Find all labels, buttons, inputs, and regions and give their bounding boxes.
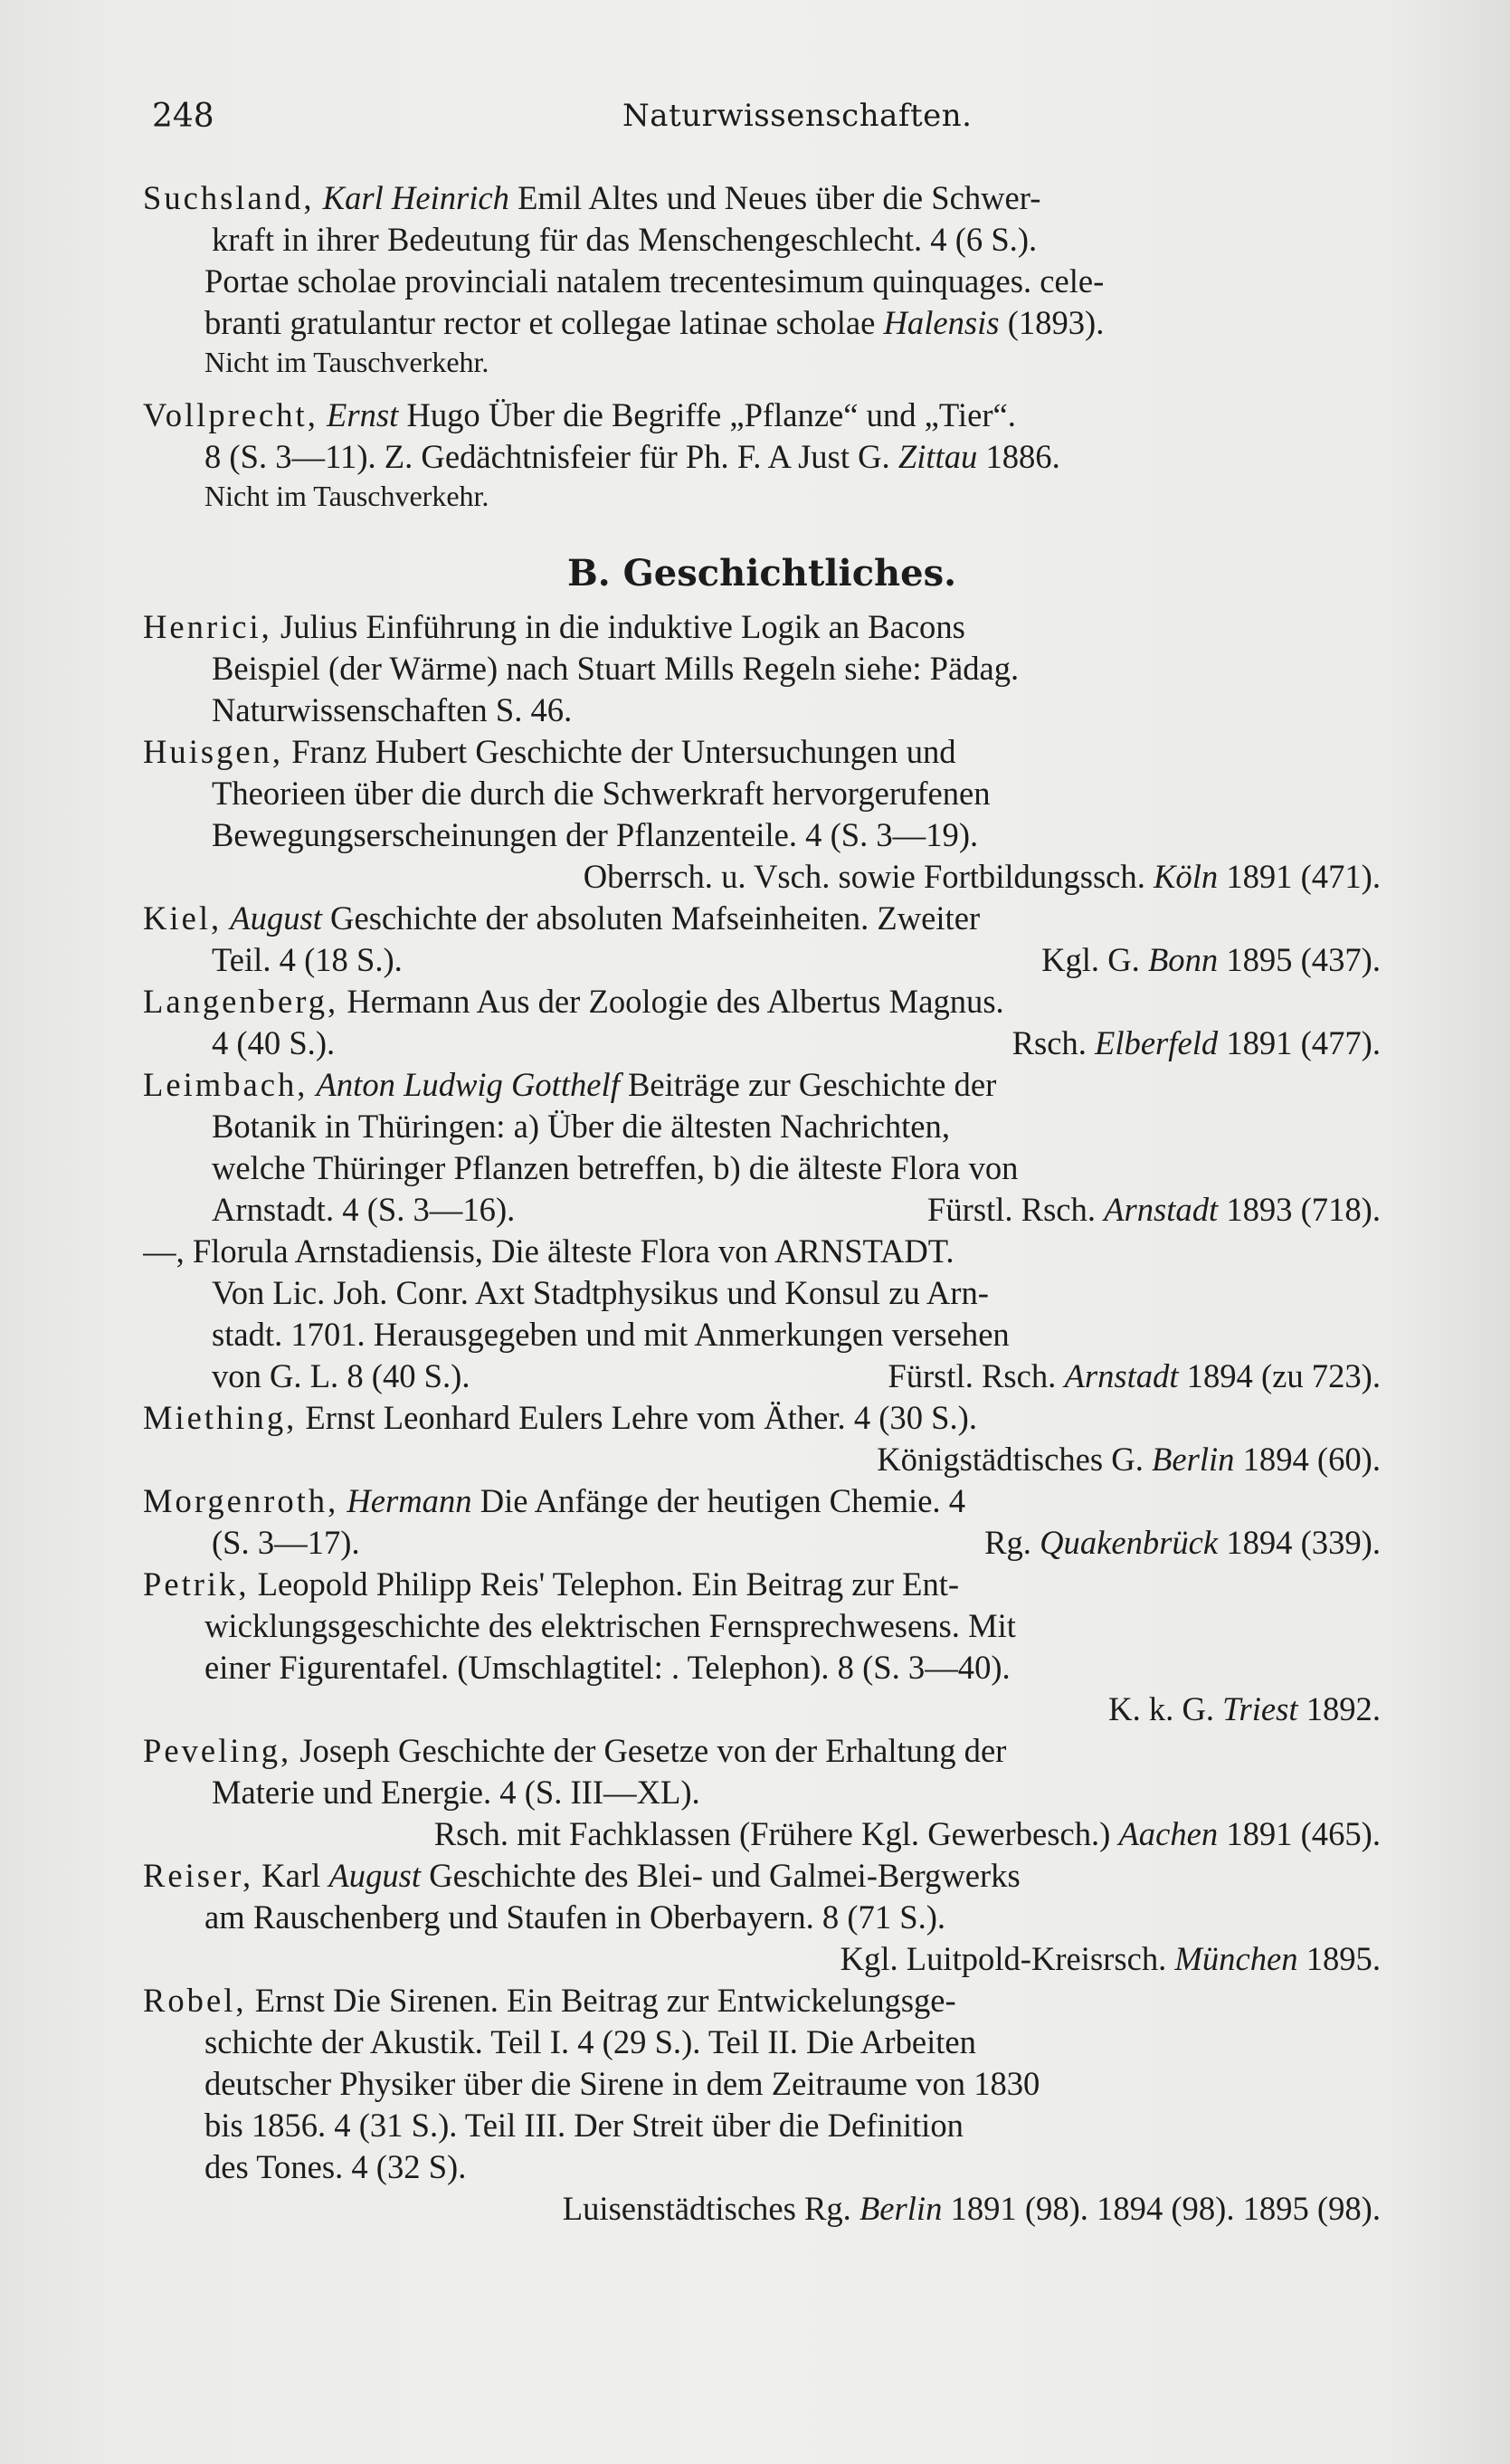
place-name: Berlin bbox=[1152, 1441, 1235, 1478]
year: (1893). bbox=[1007, 304, 1105, 341]
school-line bbox=[143, 1689, 1381, 1730]
author-given-italic: Karl Heinrich bbox=[322, 179, 509, 216]
entry-line: einer Figurentafel. (Umschlagtitel: . Telephon). 8 (S. 3—40). bbox=[204, 1649, 1011, 1686]
entry-vollprecht bbox=[143, 395, 1381, 514]
title-text: Ernst Leonhard Eulers Lehre vom Äther. 4 (30 S.). bbox=[305, 1399, 977, 1436]
school: K. k. G. bbox=[1108, 1690, 1215, 1727]
ditto-dash: —, bbox=[143, 1232, 185, 1270]
place-name: Zittau bbox=[897, 438, 978, 475]
entry-line: (S. 3—17). bbox=[212, 1524, 360, 1561]
year: 1886. bbox=[985, 438, 1060, 475]
entry-line: von G. L. 8 (40 S.). bbox=[212, 1357, 470, 1394]
author-name: Huisgen, bbox=[143, 733, 284, 770]
author-given-italic: Hermann bbox=[347, 1482, 472, 1519]
title-text: Geschichte der absoluten Mafseinheiten. Zweiter bbox=[330, 899, 981, 937]
entry-line: deutscher Physiker über die Sirene in dem Zeitraume von 1830 bbox=[204, 2065, 1040, 2102]
school: Rsch. bbox=[1011, 1024, 1087, 1061]
place-name: Köln bbox=[1154, 858, 1219, 895]
year: 1893 (718). bbox=[1226, 1191, 1381, 1228]
title-text: Franz Hubert Geschichte der Untersuchungen und bbox=[291, 733, 956, 770]
entry-line: Theorieen über die durch die Schwerkraft hervorgerufenen bbox=[212, 775, 991, 812]
year: 1892. bbox=[1306, 1690, 1381, 1727]
entry-huisgen bbox=[143, 731, 1381, 898]
entry-line: 4 (40 S.). bbox=[212, 1024, 336, 1061]
year: 1891 (471). bbox=[1226, 858, 1381, 895]
entry-line: schichte der Akustik. Teil I. 4 (29 S.). Teil II. Die Arbeiten bbox=[204, 2023, 976, 2060]
title-text: Florula Arnstadiensis, Die älteste Flora von ARNSTADT. bbox=[192, 1232, 954, 1270]
title-text: Julius Einführung in die induktive Logik an Bacons bbox=[280, 608, 965, 645]
section-heading: B. Geschichtliches. bbox=[566, 552, 957, 595]
school-line bbox=[143, 856, 1381, 898]
entry-suchsland bbox=[143, 177, 1381, 380]
year: 1891 (477). bbox=[1226, 1024, 1381, 1061]
author-given-italic: August bbox=[328, 1857, 422, 1894]
year: 1894 (zu 723). bbox=[1186, 1357, 1381, 1394]
school-line bbox=[143, 2188, 1381, 2230]
year: 1895. bbox=[1306, 1940, 1381, 1977]
school-line bbox=[143, 1813, 1381, 1855]
place-name: Halensis bbox=[883, 304, 1000, 341]
place-name: Quakenbrück bbox=[1040, 1524, 1219, 1561]
school: Fürstl. Rsch. bbox=[888, 1357, 1057, 1394]
year: 1894 (60). bbox=[1242, 1441, 1381, 1478]
entry-line: Arnstadt. 4 (S. 3—16). bbox=[212, 1191, 516, 1228]
title-text: Geschichte des Blei- und Galmei-Bergwerks bbox=[429, 1857, 1021, 1894]
school: Rg. bbox=[984, 1524, 1031, 1561]
author-name: Leimbach, bbox=[143, 1066, 309, 1103]
entry-line: Naturwissenschaften S. 46. bbox=[212, 691, 573, 728]
title-text: Joseph Geschichte der Gesetze von der Erhaltung der bbox=[299, 1732, 1007, 1769]
place-name: Arnstadt bbox=[1104, 1191, 1219, 1228]
entry-line: am Rauschenberg und Staufen in Oberbayern. 8 (71 S.). bbox=[204, 1898, 946, 1936]
entry-line: Von Lic. Joh. Conr. Axt Stadtphysikus und Konsul zu Arn- bbox=[212, 1274, 989, 1311]
entry-line: 8 (S. 3—11). Z. Gedächtnisfeier für Ph. F. A Just G. bbox=[204, 438, 890, 475]
entry-line: Bewegungserscheinungen der Pflanzenteile. 4 (S. 3—19). bbox=[212, 816, 979, 853]
place-name: Bonn bbox=[1147, 941, 1219, 978]
place-name: Berlin bbox=[859, 2190, 943, 2227]
school: Rsch. mit Fachklassen (Frühere Kgl. Gewerbesch.) bbox=[433, 1815, 1111, 1852]
school: Oberrsch. u. Vsch. sowie Fortbildungssch. bbox=[583, 858, 1145, 895]
entry-line: branti gratulantur rector et collegae latinae scholae bbox=[204, 304, 876, 341]
title-text: Beiträge zur Geschichte der bbox=[628, 1066, 997, 1103]
entry-langenberg bbox=[143, 981, 1381, 1064]
school: Königstädtisches G. bbox=[877, 1441, 1144, 1478]
place-name: Arnstadt bbox=[1064, 1357, 1179, 1394]
author-given: Karl bbox=[261, 1857, 321, 1894]
author-name: Henrici, bbox=[143, 608, 272, 645]
entry-peveling bbox=[143, 1730, 1381, 1855]
note: Nicht im Tauschverkehr. bbox=[204, 480, 489, 512]
title-text: Die Anfänge der heutigen Chemie. 4 bbox=[480, 1482, 966, 1519]
place-name: Elberfeld bbox=[1095, 1024, 1219, 1061]
page-number: 248 bbox=[152, 98, 214, 135]
entry-line: Teil. 4 (18 S.). bbox=[212, 941, 403, 978]
entry-miething bbox=[143, 1397, 1381, 1480]
running-title: Naturwissenschaften. bbox=[622, 98, 973, 134]
page-body bbox=[143, 177, 1381, 2230]
entry-line: stadt. 1701. Herausgegeben und mit Anmerkungen versehen bbox=[212, 1316, 1010, 1353]
entry-line: Materie und Energie. 4 (S. III—XL). bbox=[212, 1774, 700, 1811]
entry-line: des Tones. 4 (32 S). bbox=[204, 2148, 467, 2185]
title-text: Hermann Aus der Zoologie des Albertus Magnus. bbox=[347, 983, 1004, 1020]
entry-reiser bbox=[143, 1855, 1381, 1980]
entry-henrici bbox=[143, 606, 1381, 731]
author-name: Reiser, bbox=[143, 1857, 254, 1894]
place-name: Aachen bbox=[1118, 1815, 1219, 1852]
note: Nicht im Tauschverkehr. bbox=[204, 346, 489, 378]
entry-kiel bbox=[143, 898, 1381, 981]
entry-leimbach bbox=[143, 1064, 1381, 1231]
author-name: Morgenroth, bbox=[143, 1482, 339, 1519]
entry-line: kraft in ihrer Bedeutung für das Menschengeschlecht. 4 (6 S.). bbox=[212, 221, 1038, 258]
title-text: Ernst Die Sirenen. Ein Beitrag zur Entwickelungsge- bbox=[254, 1982, 956, 2019]
title-text: Über die Begriffe „Pflanze“ und „Tier“. bbox=[488, 396, 1016, 433]
school: Fürstl. Rsch. bbox=[927, 1191, 1096, 1228]
place-name: München bbox=[1174, 1940, 1298, 1977]
author-given: Emil bbox=[518, 179, 583, 216]
entry-florula bbox=[143, 1231, 1381, 1397]
author-name: Vollprecht, bbox=[143, 396, 318, 433]
author-given-italic: Ernst bbox=[327, 396, 399, 433]
year: 1895 (437). bbox=[1226, 941, 1381, 978]
author-name: Miething, bbox=[143, 1399, 298, 1436]
school: Kgl. G. bbox=[1041, 941, 1140, 978]
year: 1891 (98). 1894 (98). 1895 (98). bbox=[950, 2190, 1381, 2227]
author-name: Suchsland, bbox=[143, 179, 315, 216]
entry-line: Portae scholae provinciali natalem trecentesimum quinquages. cele- bbox=[204, 262, 1105, 300]
author-name: Kiel, bbox=[143, 899, 223, 937]
title-text: Leopold Philipp Reis' Telephon. Ein Beitrag zur Ent- bbox=[257, 1565, 960, 1603]
entry-line: wicklungsgeschichte des elektrischen Fernsprechwesens. Mit bbox=[204, 1607, 1016, 1644]
school: Kgl. Luitpold-Kreisrsch. bbox=[840, 1940, 1167, 1977]
school: Luisenstädtisches Rg. bbox=[562, 2190, 851, 2227]
author-name: Robel, bbox=[143, 1982, 247, 2019]
author-name: Langenberg, bbox=[143, 983, 339, 1020]
author-name: Petrik, bbox=[143, 1565, 250, 1603]
place-name: Triest bbox=[1222, 1690, 1298, 1727]
school-line bbox=[143, 1938, 1381, 1980]
entry-line: bis 1856. 4 (31 S.). Teil III. Der Streit über die Definition bbox=[204, 2107, 964, 2144]
entry-petrik bbox=[143, 1564, 1381, 1730]
school-line bbox=[143, 1439, 1381, 1480]
year: 1894 (339). bbox=[1226, 1524, 1381, 1561]
entry-line: Beispiel (der Wärme) nach Stuart Mills Regeln siehe: Pädag. bbox=[212, 650, 1020, 687]
year: 1891 (465). bbox=[1226, 1815, 1381, 1852]
title-text: Altes und Neues über die Schwer- bbox=[588, 179, 1041, 216]
entry-line: Botanik in Thüringen: a) Über die ältesten Nachrichten, bbox=[212, 1108, 950, 1145]
author-given-italic: Anton Ludwig Gotthelf bbox=[316, 1066, 620, 1103]
entry-morgenroth bbox=[143, 1480, 1381, 1564]
entry-robel bbox=[143, 1980, 1381, 2230]
entry-line: welche Thüringer Pflanzen betreffen, b) die älteste Flora von bbox=[212, 1149, 1019, 1186]
author-given-italic: August bbox=[230, 899, 322, 937]
author-given: Hugo bbox=[406, 396, 480, 433]
author-name: Peveling, bbox=[143, 1732, 292, 1769]
